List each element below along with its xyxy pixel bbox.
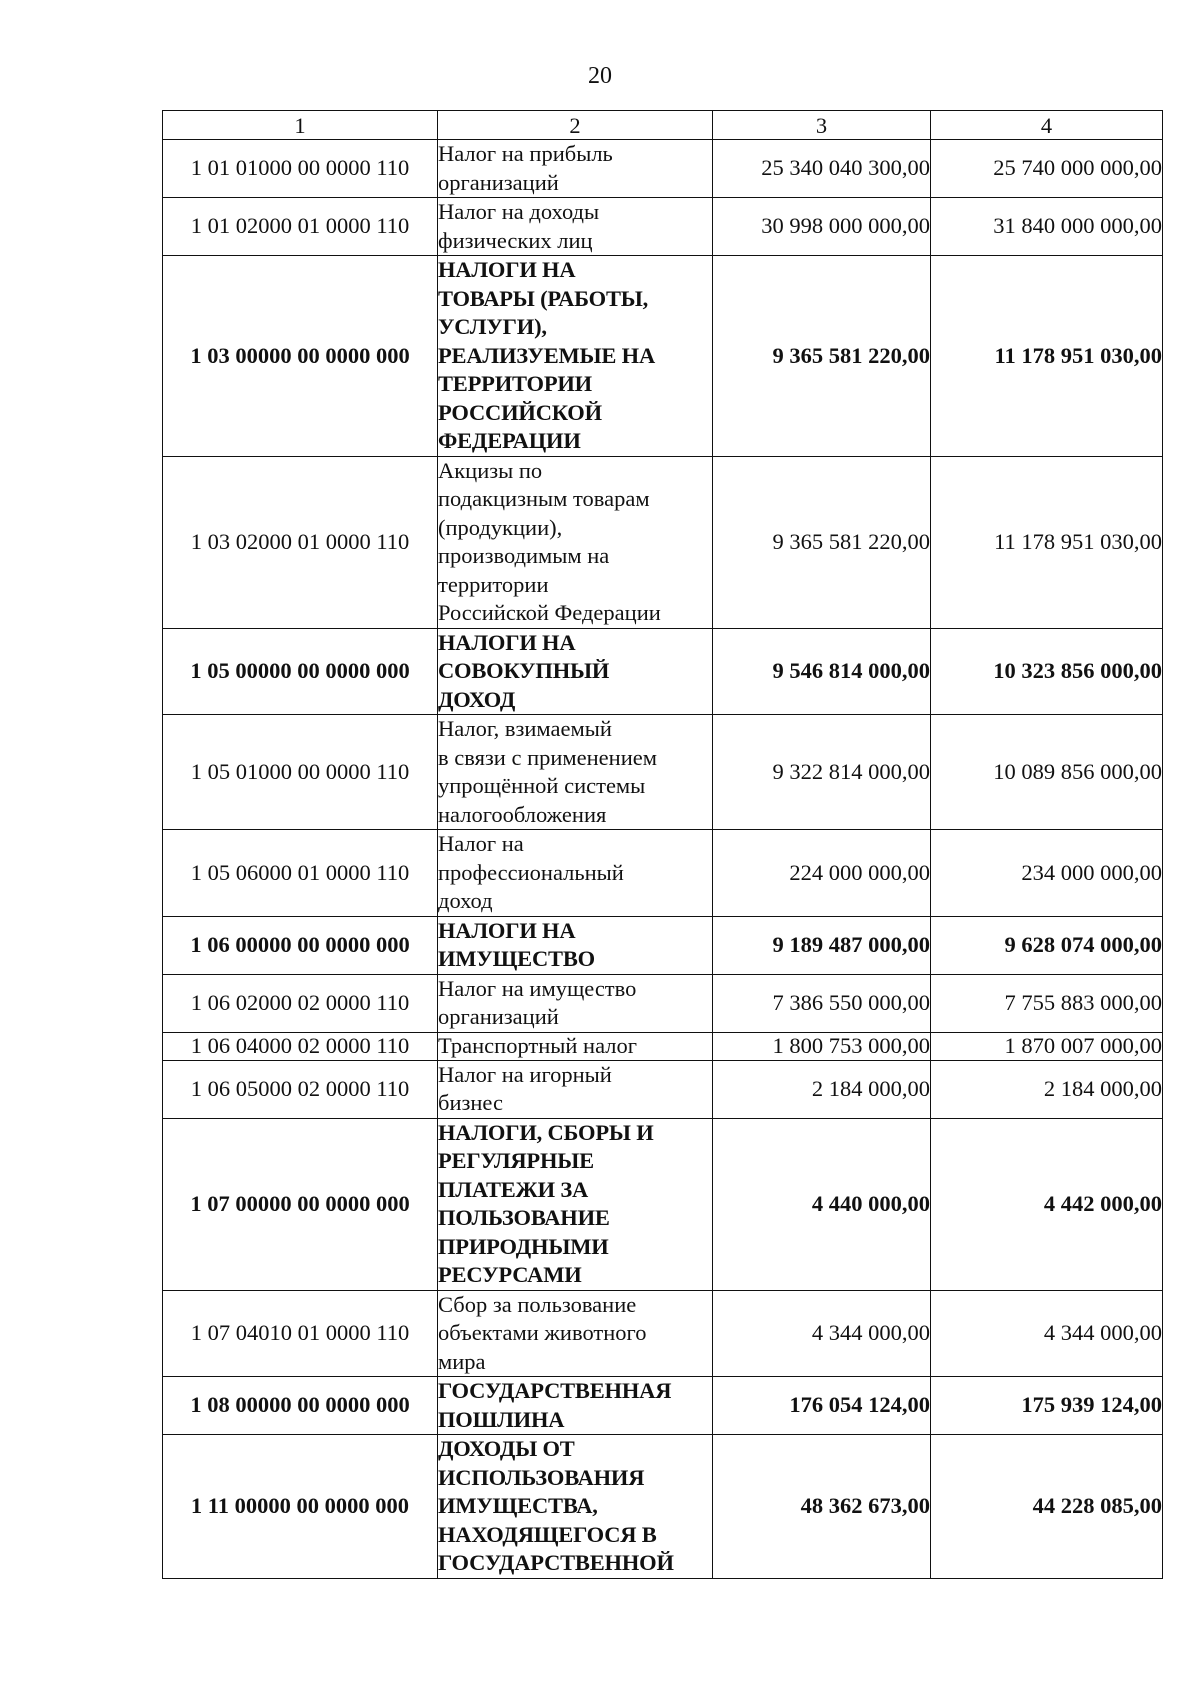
amount-year-2-cell: 10 089 856 000,00 — [931, 715, 1163, 830]
revenue-table — [162, 110, 1163, 1579]
budget-code-cell: 1 06 00000 00 0000 000 — [163, 916, 438, 974]
header-col-3: 3 — [713, 111, 931, 140]
revenue-name-cell: ГОСУДАРСТВЕННАЯ ПОШЛИНА — [438, 1377, 713, 1435]
amount-year-1-cell: 9 189 487 000,00 — [713, 916, 931, 974]
amount-year-2-cell: 9 628 074 000,00 — [931, 916, 1163, 974]
revenue-name-cell: НАЛОГИ НА СОВОКУПНЫЙ ДОХОД — [438, 628, 713, 715]
table-row — [163, 1118, 1163, 1290]
amount-year-1-cell: 48 362 673,00 — [713, 1435, 931, 1579]
revenue-name-cell: Транспортный налог — [438, 1032, 713, 1060]
revenue-name-cell: Акцизы по подакцизным товарам (продукции), производимым на территории Российской Федерации — [438, 456, 713, 628]
amount-year-2-cell: 11 178 951 030,00 — [931, 256, 1163, 457]
table-row — [163, 1377, 1163, 1435]
budget-code-cell: 1 05 00000 00 0000 000 — [163, 628, 438, 715]
page-number: 20 — [588, 63, 612, 89]
amount-year-1-cell: 9 365 581 220,00 — [713, 456, 931, 628]
revenue-name-cell: ДОХОДЫ ОТ ИСПОЛЬЗОВАНИЯ ИМУЩЕСТВА, НАХОДЯЩЕГОСЯ В ГОСУДАРСТВЕННОЙ — [438, 1435, 713, 1579]
amount-year-1-cell: 176 054 124,00 — [713, 1377, 931, 1435]
table-row — [163, 1435, 1163, 1579]
budget-code-cell: 1 01 01000 00 0000 110 — [163, 140, 438, 198]
revenue-name-cell: Налог на имущество организаций — [438, 974, 713, 1032]
revenue-name-cell: Налог на доходы физических лиц — [438, 198, 713, 256]
amount-year-2-cell: 10 323 856 000,00 — [931, 628, 1163, 715]
budget-code-cell: 1 07 04010 01 0000 110 — [163, 1290, 438, 1377]
revenue-name-cell: Налог на профессиональный доход — [438, 830, 713, 917]
table-row — [163, 1060, 1163, 1118]
budget-code-cell: 1 06 05000 02 0000 110 — [163, 1060, 438, 1118]
amount-year-1-cell: 2 184 000,00 — [713, 1060, 931, 1118]
amount-year-2-cell: 2 184 000,00 — [931, 1060, 1163, 1118]
amount-year-1-cell: 9 546 814 000,00 — [713, 628, 931, 715]
amount-year-2-cell: 11 178 951 030,00 — [931, 456, 1163, 628]
amount-year-1-cell: 25 340 040 300,00 — [713, 140, 931, 198]
header-col-2: 2 — [438, 111, 713, 140]
amount-year-1-cell: 4 344 000,00 — [713, 1290, 931, 1377]
table-row — [163, 456, 1163, 628]
budget-code-cell: 1 06 02000 02 0000 110 — [163, 974, 438, 1032]
amount-year-1-cell: 7 386 550 000,00 — [713, 974, 931, 1032]
header-col-4: 4 — [931, 111, 1163, 140]
budget-code-cell: 1 05 01000 00 0000 110 — [163, 715, 438, 830]
amount-year-2-cell: 7 755 883 000,00 — [931, 974, 1163, 1032]
amount-year-1-cell: 30 998 000 000,00 — [713, 198, 931, 256]
budget-code-cell: 1 05 06000 01 0000 110 — [163, 830, 438, 917]
budget-code-cell: 1 08 00000 00 0000 000 — [163, 1377, 438, 1435]
table-body — [163, 140, 1163, 1579]
budget-code-cell: 1 06 04000 02 0000 110 — [163, 1032, 438, 1060]
amount-year-2-cell: 4 344 000,00 — [931, 1290, 1163, 1377]
revenue-name-cell: НАЛОГИ, СБОРЫ И РЕГУЛЯРНЫЕ ПЛАТЕЖИ ЗА ПОЛЬЗОВАНИЕ ПРИРОДНЫМИ РЕСУРСАМИ — [438, 1118, 713, 1290]
table-row — [163, 715, 1163, 830]
table-row — [163, 628, 1163, 715]
amount-year-2-cell: 1 870 007 000,00 — [931, 1032, 1163, 1060]
header-row — [163, 111, 1163, 140]
header-col-1: 1 — [163, 111, 438, 140]
table-header — [163, 111, 1163, 140]
revenue-name-cell: НАЛОГИ НА ИМУЩЕСТВО — [438, 916, 713, 974]
budget-code-cell: 1 11 00000 00 0000 000 — [163, 1435, 438, 1579]
table-row — [163, 830, 1163, 917]
table-row — [163, 256, 1163, 457]
table-row — [163, 198, 1163, 256]
amount-year-1-cell: 9 365 581 220,00 — [713, 256, 931, 457]
amount-year-2-cell: 31 840 000 000,00 — [931, 198, 1163, 256]
budget-code-cell: 1 03 02000 01 0000 110 — [163, 456, 438, 628]
amount-year-1-cell: 4 440 000,00 — [713, 1118, 931, 1290]
revenue-name-cell: НАЛОГИ НА ТОВАРЫ (РАБОТЫ, УСЛУГИ), РЕАЛИЗУЕМЫЕ НА ТЕРРИТОРИИ РОССИЙСКОЙ ФЕДЕРАЦИИ — [438, 256, 713, 457]
amount-year-1-cell: 9 322 814 000,00 — [713, 715, 931, 830]
revenue-name-cell: Налог, взимаемый в связи с применением упрощённой системы налогообложения — [438, 715, 713, 830]
budget-code-cell: 1 01 02000 01 0000 110 — [163, 198, 438, 256]
revenue-name-cell: Сбор за пользование объектами животного мира — [438, 1290, 713, 1377]
amount-year-2-cell: 234 000 000,00 — [931, 830, 1163, 917]
amount-year-1-cell: 224 000 000,00 — [713, 830, 931, 917]
revenue-name-cell: Налог на игорный бизнес — [438, 1060, 713, 1118]
table-row — [163, 1032, 1163, 1060]
amount-year-2-cell: 44 228 085,00 — [931, 1435, 1163, 1579]
amount-year-1-cell: 1 800 753 000,00 — [713, 1032, 931, 1060]
amount-year-2-cell: 175 939 124,00 — [931, 1377, 1163, 1435]
table-row — [163, 916, 1163, 974]
revenue-name-cell: Налог на прибыль организаций — [438, 140, 713, 198]
budget-code-cell: 1 07 00000 00 0000 000 — [163, 1118, 438, 1290]
table-row — [163, 140, 1163, 198]
table-row — [163, 974, 1163, 1032]
budget-code-cell: 1 03 00000 00 0000 000 — [163, 256, 438, 457]
table-row — [163, 1290, 1163, 1377]
amount-year-2-cell: 4 442 000,00 — [931, 1118, 1163, 1290]
amount-year-2-cell: 25 740 000 000,00 — [931, 140, 1163, 198]
